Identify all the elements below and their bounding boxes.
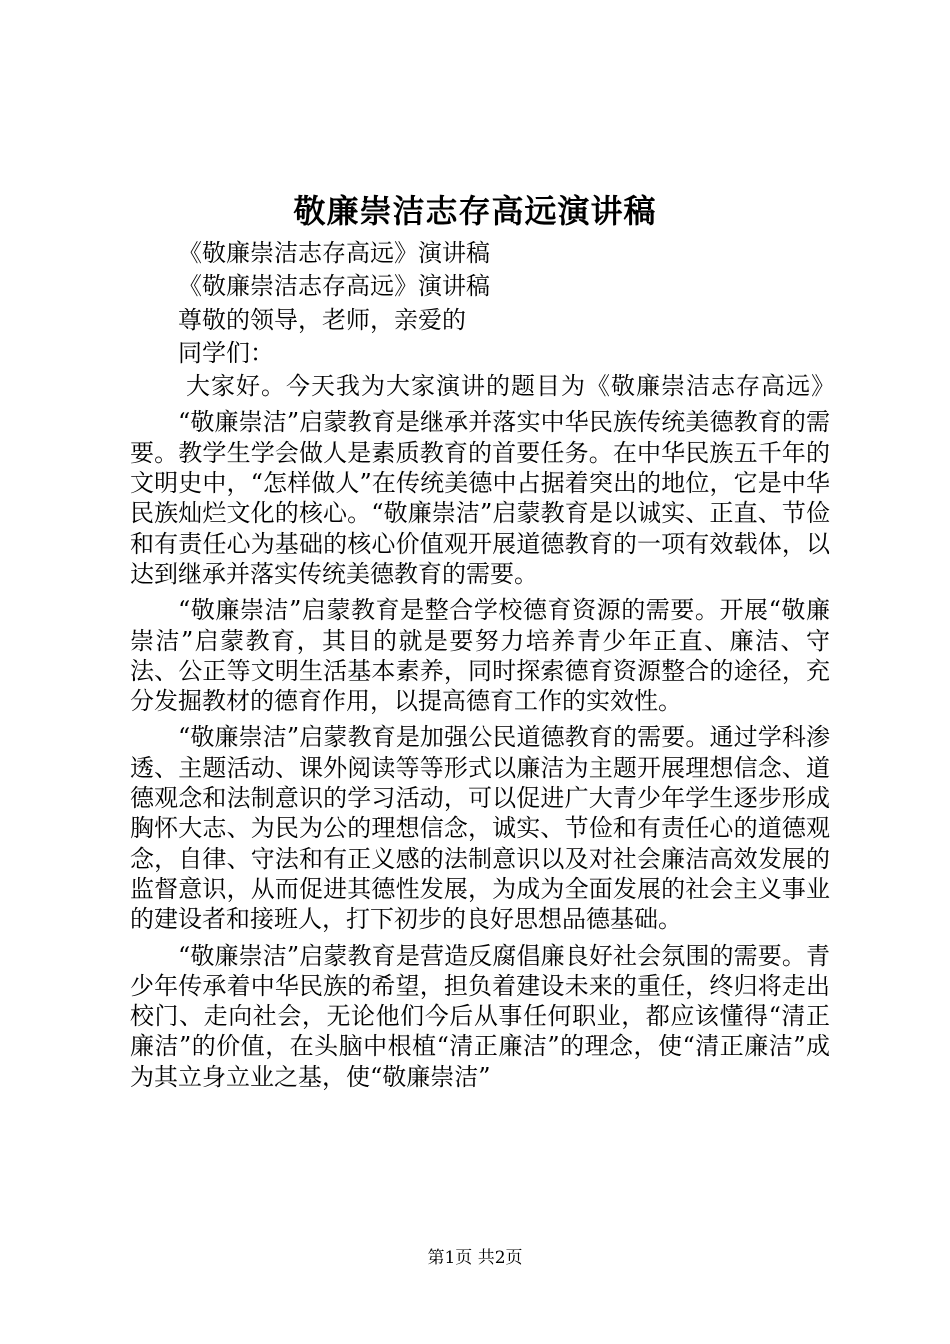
page-number: 第1页 共2页: [427, 1248, 523, 1268]
paragraph: “敬廉崇洁”启蒙教育是营造反腐倡廉良好社会氛围的需要。青少年传承着中华民族的希望，担负着建设未来的重任，终归将走出校门、走向社会，无论他们今后从事任何职业，都应该懂得“清正廉洁”的价值，在头脑中根植“清正廉洁”的理念，使“清正廉洁”成为其立身立业之基，使“敬廉崇洁”: [130, 941, 830, 1091]
document-title: 敬廉崇洁志存高远演讲稿: [293, 192, 657, 230]
paragraph: “敬廉崇洁”启蒙教育是继承并落实中华民族传统美德教育的需要。教学生学会做人是素质教育的首要任务。在中华民族五千年的文明史中，“怎样做人”在传统美德中占据着突出的地位，它是中华民族灿烂文化的核心。“敬廉崇洁”启蒙教育是以诚实、正直、节俭和有责任心为基础的核心价值观开展道德教育的一项有效载体，以达到继承并落实传统美德教育的需要。: [130, 408, 830, 588]
salutation-line: 尊敬的领导，老师，亲爱的: [178, 305, 466, 334]
paragraph: “敬廉崇洁”启蒙教育是加强公民道德教育的需要。通过学科渗透、主题活动、课外阅读等等形式以廉洁为主题开展理想信念、道德观念和法制意识的学习活动，可以促进广大青少年学生逐步形成胸怀大志、为民为公的理想信念，诚实、节俭和有责任心的道德观念，自律、守法和有正义感的法制意识以及对社会廉洁高效发展的监督意识，从而促进其德性发展，为成为全面发展的社会主义事业的建设者和接班人，打下初步的良好思想品德基础。: [130, 723, 830, 934]
paragraph: “敬廉崇洁”启蒙教育是整合学校德育资源的需要。开展“敬廉崇洁”启蒙教育，其目的就是要努力培养青少年正直、廉洁、守法、公正等文明生活基本素养，同时探索德育资源整合的途径，充分发掘教材的德育作用，以提高德育工作的实效性。: [130, 596, 830, 716]
subtitle-line: 《敬廉崇洁志存高远》演讲稿: [178, 239, 490, 267]
subtitle-line: 《敬廉崇洁志存高远》演讲稿: [178, 272, 490, 301]
document-body: [130, 238, 836, 1098]
salutation-line: 同学们：: [178, 338, 274, 367]
paragraph: 大家好。今天我为大家演讲的题目为《敬廉崇洁志存高远》: [186, 372, 836, 401]
